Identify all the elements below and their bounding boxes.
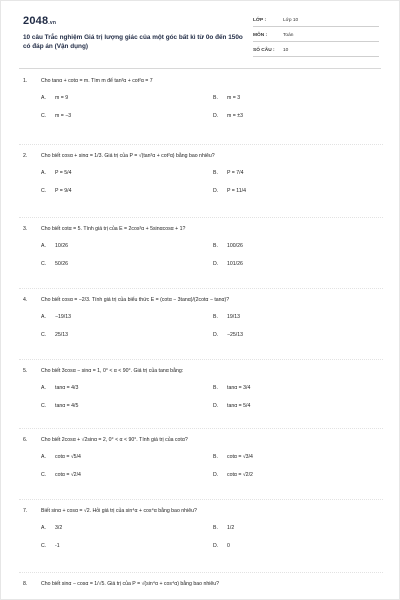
option-text: 50/26 <box>55 261 68 267</box>
option-label: C. <box>41 543 47 549</box>
question-text: Cho biết sinα − cosα = 1/√5. Giá trị của P = √(sin⁴α + cos⁴α) bằng bao nhiêu? <box>41 581 220 587</box>
meta-key: LỚP : <box>253 18 267 23</box>
option-label: B. <box>213 525 218 531</box>
option-text: 10/26 <box>55 243 68 249</box>
answer-option[interactable] <box>213 384 250 392</box>
option-text: tanα = 4/5 <box>55 403 79 409</box>
question-number: 2. <box>23 153 28 159</box>
option-label: A. <box>41 525 46 531</box>
option-text: cotα = √2/2 <box>227 472 253 478</box>
question-number: 5. <box>23 368 28 374</box>
meta-row-count <box>253 45 379 57</box>
option-label: D. <box>213 403 219 409</box>
question-text: Cho biết 2cosα + √2sinα = 2, 0° < α < 90°. Tính giá trị của cotα? <box>41 437 188 443</box>
answer-option[interactable] <box>213 169 244 177</box>
option-text: −19/13 <box>55 314 72 320</box>
option-text: cotα = √2/4 <box>55 472 81 478</box>
option-text: −25/13 <box>227 332 244 338</box>
option-text: 101/26 <box>227 261 243 267</box>
answer-option[interactable] <box>213 331 243 339</box>
meta-value: 10 <box>283 48 289 53</box>
option-label: D. <box>213 472 219 478</box>
option-label: B. <box>213 454 218 460</box>
meta-value: Lớp 10 <box>283 18 299 23</box>
option-text: P = 11/4 <box>227 188 246 194</box>
answer-option[interactable] <box>213 542 230 550</box>
option-label: B. <box>213 243 218 249</box>
question-number: 1. <box>23 78 28 84</box>
option-label: C. <box>41 261 47 267</box>
meta-row-class <box>253 15 379 27</box>
option-label: D. <box>213 188 219 194</box>
option-label: C. <box>41 188 47 194</box>
question-number: 8. <box>23 581 28 587</box>
option-label: D. <box>213 332 219 338</box>
option-text: m = −3 <box>55 113 72 119</box>
option-text: m = ±3 <box>227 113 243 119</box>
option-label: D. <box>213 543 219 549</box>
option-text: 3/2 <box>55 525 63 531</box>
question-text: Cho biết cosα = −2/3. Tính giá trị của biểu thức E = (cotα − 3tanα)/(2cotα − tanα)? <box>41 297 230 303</box>
option-label: A. <box>41 314 46 320</box>
question-separator <box>19 359 383 360</box>
answer-option[interactable] <box>41 331 68 339</box>
answer-option[interactable] <box>41 402 78 410</box>
answer-option[interactable] <box>41 187 72 195</box>
answer-option[interactable] <box>213 471 253 479</box>
option-label: B. <box>213 314 218 320</box>
answer-option[interactable] <box>41 542 60 550</box>
answer-option[interactable] <box>213 402 250 410</box>
answer-option[interactable] <box>213 524 234 532</box>
option-label: C. <box>41 332 47 338</box>
site-logo[interactable] <box>23 15 56 27</box>
question-number: 3. <box>23 226 28 232</box>
answer-option[interactable] <box>213 94 240 102</box>
document-header <box>1 1 399 67</box>
answer-option[interactable] <box>213 453 253 461</box>
meta-value: Toán <box>283 33 294 38</box>
option-text: cotα = √3/4 <box>227 454 253 460</box>
answer-option[interactable] <box>41 313 71 321</box>
question-separator <box>19 572 383 573</box>
answer-option[interactable] <box>213 260 243 268</box>
meta-key: MÔN : <box>253 33 268 38</box>
option-text: P = 7/4 <box>227 170 244 176</box>
option-text: -1 <box>55 543 60 549</box>
option-text: cotα = √5/4 <box>55 454 81 460</box>
option-label: B. <box>213 95 218 101</box>
option-label: A. <box>41 170 46 176</box>
question-text: Cho biết cotα = 5. Tính giá trị của E = 2cos²α + 5sinαcosα + 1? <box>41 226 186 232</box>
option-text: 25/13 <box>55 332 68 338</box>
option-text: tanα = 5/4 <box>227 403 251 409</box>
question-separator <box>19 499 383 500</box>
question-number: 7. <box>23 508 28 514</box>
answer-option[interactable] <box>41 524 62 532</box>
logo-text: 2048 <box>23 15 49 27</box>
option-text: 19/13 <box>227 314 240 320</box>
question-number: 6. <box>23 437 28 443</box>
question-number: 4. <box>23 297 28 303</box>
option-text: 100/26 <box>227 243 243 249</box>
answer-option[interactable] <box>41 384 78 392</box>
answer-option[interactable] <box>213 242 243 250</box>
answer-option[interactable] <box>213 112 243 120</box>
answer-option[interactable] <box>41 260 68 268</box>
header-divider <box>19 68 381 69</box>
option-text: 1/2 <box>227 525 235 531</box>
question-separator <box>19 428 383 429</box>
question-text: Cho biết 3cosα − sinα = 1, 0° < α < 90°. Giá trị của tanα bằng: <box>41 368 184 374</box>
question-separator <box>19 217 383 218</box>
question-text: Biết sinα + cosα = √2. Hỏi giá trị của sin⁴α + cos⁴α bằng bao nhiêu? <box>41 508 197 514</box>
option-label: A. <box>41 454 46 460</box>
option-label: A. <box>41 385 46 391</box>
answer-option[interactable] <box>41 169 72 177</box>
option-text: P = 5/4 <box>55 170 72 176</box>
option-label: A. <box>41 243 46 249</box>
question-text: Cho biết cosα + sinα = 1/3. Giá trị của P = √(tan²α + cot²α) bằng bao nhiêu? <box>41 153 215 159</box>
option-label: D. <box>213 261 219 267</box>
option-label: B. <box>213 170 218 176</box>
answer-option[interactable] <box>41 94 68 102</box>
option-text: P = 9/4 <box>55 188 72 194</box>
answer-option[interactable] <box>41 112 71 120</box>
option-label: C. <box>41 403 47 409</box>
option-label: C. <box>41 113 47 119</box>
option-label: C. <box>41 472 47 478</box>
option-text: m = 3 <box>227 95 241 101</box>
option-text: 0 <box>227 543 230 549</box>
option-text: m = 9 <box>55 95 69 101</box>
option-label: B. <box>213 385 218 391</box>
question-separator <box>19 144 383 145</box>
question-text: Cho tanα + cotα = m. Tìm m để tan²α + cot²α = 7 <box>41 78 153 84</box>
option-text: tanα = 4/3 <box>55 385 79 391</box>
logo-suffix: .vn <box>48 20 57 26</box>
answer-option[interactable] <box>41 453 81 461</box>
answer-option[interactable] <box>213 313 240 321</box>
meta-info <box>253 15 379 60</box>
option-text: tanα = 3/4 <box>227 385 251 391</box>
meta-key: SỐ CÂU : <box>253 48 275 53</box>
answer-option[interactable] <box>41 471 81 479</box>
meta-row-subject <box>253 30 379 42</box>
document-title: 10 câu Trắc nghiệm Giá trị lượng giác của một góc bất kì từ 0o đến 150o có đáp án (Vận dụng) <box>23 34 243 50</box>
option-label: D. <box>213 113 219 119</box>
question-separator <box>19 288 383 289</box>
answer-option[interactable] <box>213 187 246 195</box>
option-label: A. <box>41 95 46 101</box>
answer-option[interactable] <box>41 242 68 250</box>
